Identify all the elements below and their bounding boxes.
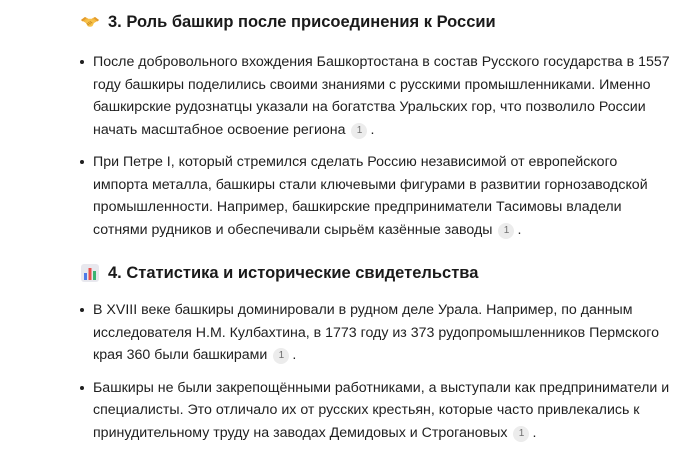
list-item xyxy=(80,377,670,445)
list-item xyxy=(80,51,670,141)
list-item-end: . xyxy=(517,221,522,238)
section-heading xyxy=(80,262,478,284)
list-item xyxy=(80,299,670,367)
citation-badge[interactable]: 1 xyxy=(498,223,514,239)
citation-badge[interactable]: 1 xyxy=(351,123,367,139)
bullet-list xyxy=(80,51,670,241)
section-heading-text: 4. Статистика и исторические свидетельства xyxy=(108,264,479,282)
citation-badge[interactable]: 1 xyxy=(513,426,529,442)
list-item xyxy=(80,151,670,241)
list-item-end: . xyxy=(532,424,537,441)
citation-badge[interactable]: 1 xyxy=(273,348,289,364)
section-heading-text: 3. Роль башкир после присоединения к России xyxy=(108,13,496,31)
list-item-end: . xyxy=(370,121,375,138)
bullet-dot xyxy=(80,386,84,390)
bar-chart-icon xyxy=(80,263,100,283)
handshake-icon xyxy=(80,12,100,32)
list-item-text: После добровольного вхождения Башкортостана в состав Русского государства в 1557 году башкиры поделились своими знаниями с русскими промышленниками. Именно башкирские рудознатцы указали на богатства Уральских гор, что позволило России начать масштабное освоение региона xyxy=(93,54,670,138)
list-item-end: . xyxy=(292,347,297,363)
bullet-list xyxy=(80,299,670,444)
bullet-dot xyxy=(80,60,84,64)
list-item-text: В XVIII веке башкиры доминировали в рудном деле Урала. Например, по данным исследователя Н.М. Кулбахтина, в 1773 году из 373 рудопромышленников Пермского края 360 были башкирами xyxy=(93,302,660,363)
section-heading xyxy=(80,11,496,33)
list-item-text: При Петре I, который стремился сделать Россию независимой от европейского импорта металла, башкиры стали ключевыми фигурами в развитии горнозаводской промышленности. Например, башкирские предприниматели Тасимовы владели сотнями рудников и обеспечивали сырьём казённые заводы xyxy=(93,154,648,238)
list-item-text: Башкиры не были закрепощёнными работниками, а выступали как предприниматели и специалисты. Это отличало их от русских крестьян, которые часто привлекались к принудительному труду на заводах Демидовых и Строгановых xyxy=(93,379,670,441)
bullet-dot xyxy=(80,308,84,312)
bullet-dot xyxy=(80,160,84,164)
